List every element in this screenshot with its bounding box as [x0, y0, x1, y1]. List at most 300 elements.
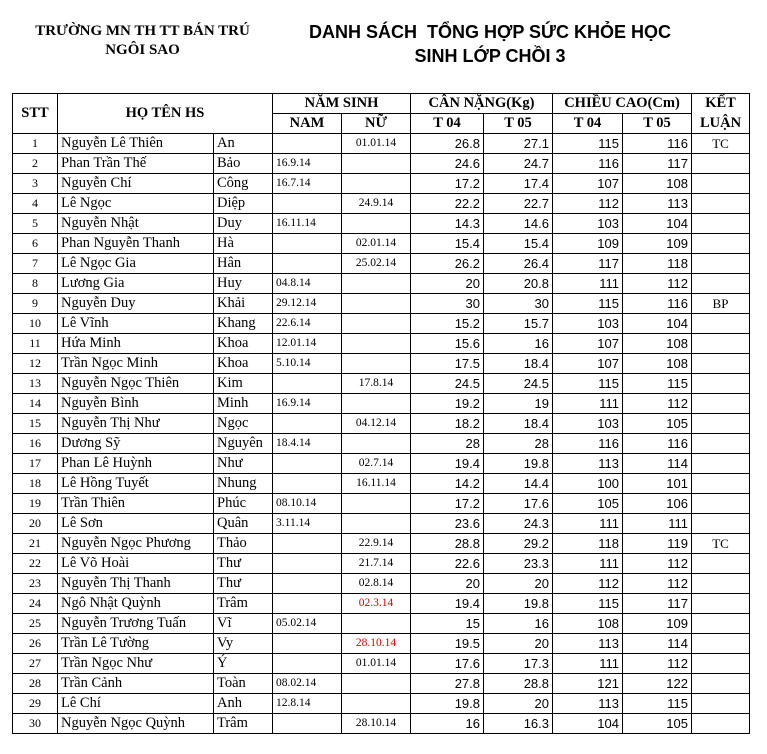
cell-last-name: Nguyễn Lê Thiên [58, 134, 214, 154]
cell-stt: 28 [13, 674, 58, 694]
cell-conclusion [692, 494, 750, 514]
cell-first-name: An [214, 134, 273, 154]
cell-birth-female [342, 214, 411, 234]
header-female: NỮ [342, 114, 411, 134]
table-row [13, 454, 750, 474]
header-birth-year: NĂM SINH [273, 94, 411, 114]
cell-birth-male: 16.9.14 [273, 154, 342, 174]
cell-first-name: Nguyên [214, 434, 273, 454]
cell-height-t04: 112 [553, 194, 623, 214]
cell-birth-male [273, 574, 342, 594]
cell-first-name: Phúc [214, 494, 273, 514]
cell-conclusion [692, 194, 750, 214]
cell-birth-female: 25.02.14 [342, 254, 411, 274]
cell-birth-female: 28.10.14 [342, 714, 411, 734]
cell-weight-t05: 16.3 [484, 714, 553, 734]
cell-weight-t04: 26.2 [411, 254, 484, 274]
cell-conclusion [692, 614, 750, 634]
cell-birth-male: 5.10.14 [273, 354, 342, 374]
cell-last-name: Nguyễn Chí [58, 174, 214, 194]
cell-weight-t04: 17.2 [411, 174, 484, 194]
table-row [13, 154, 750, 174]
cell-weight-t05: 22.7 [484, 194, 553, 214]
cell-birth-female [342, 334, 411, 354]
cell-weight-t04: 26.8 [411, 134, 484, 154]
cell-birth-male: 18.4.14 [273, 434, 342, 454]
cell-height-t05: 115 [623, 374, 692, 394]
cell-birth-female: 02.01.14 [342, 234, 411, 254]
cell-weight-t04: 14.2 [411, 474, 484, 494]
cell-weight-t05: 20 [484, 574, 553, 594]
cell-birth-male: 05.02.14 [273, 614, 342, 634]
cell-height-t05: 108 [623, 174, 692, 194]
cell-first-name: Khoa [214, 354, 273, 374]
school-name [20, 22, 265, 60]
cell-first-name: Ý [214, 654, 273, 674]
cell-weight-t05: 20 [484, 694, 553, 714]
cell-height-t05: 101 [623, 474, 692, 494]
cell-weight-t04: 30 [411, 294, 484, 314]
cell-conclusion: TC [692, 534, 750, 554]
cell-last-name: Lê Hồng Tuyết [58, 474, 214, 494]
cell-height-t05: 112 [623, 654, 692, 674]
table-row [13, 634, 750, 654]
cell-weight-t04: 17.5 [411, 354, 484, 374]
cell-stt: 4 [13, 194, 58, 214]
cell-weight-t04: 19.4 [411, 454, 484, 474]
cell-stt: 25 [13, 614, 58, 634]
cell-birth-female [342, 694, 411, 714]
cell-birth-female [342, 274, 411, 294]
table-row [13, 354, 750, 374]
cell-conclusion [692, 374, 750, 394]
cell-conclusion [692, 554, 750, 574]
cell-birth-female: 16.11.14 [342, 474, 411, 494]
table-row [13, 594, 750, 614]
cell-birth-male [273, 714, 342, 734]
table-row [13, 274, 750, 294]
cell-height-t05: 108 [623, 354, 692, 374]
cell-first-name: Bảo [214, 154, 273, 174]
cell-birth-female: 21.7.14 [342, 554, 411, 574]
cell-weight-t05: 20 [484, 634, 553, 654]
cell-height-t05: 113 [623, 194, 692, 214]
cell-first-name: Hà [214, 234, 273, 254]
cell-last-name: Lê Ngọc Gia [58, 254, 214, 274]
cell-conclusion [692, 254, 750, 274]
cell-conclusion [692, 434, 750, 454]
cell-first-name: Kim [214, 374, 273, 394]
table-row [13, 334, 750, 354]
school-name-line2: NGÔI SAO [105, 42, 180, 58]
cell-stt: 13 [13, 374, 58, 394]
cell-last-name: Nguyễn Nhật [58, 214, 214, 234]
table-row [13, 674, 750, 694]
cell-conclusion [692, 394, 750, 414]
table-row [13, 414, 750, 434]
cell-height-t04: 107 [553, 354, 623, 374]
cell-last-name: Trần Cảnh [58, 674, 214, 694]
cell-height-t05: 108 [623, 334, 692, 354]
cell-weight-t05: 19.8 [484, 454, 553, 474]
cell-last-name: Lê Chí [58, 694, 214, 714]
cell-weight-t05: 24.3 [484, 514, 553, 534]
table-row [13, 134, 750, 154]
cell-weight-t05: 16 [484, 614, 553, 634]
header-conclusion-2: LUẬN [692, 114, 750, 134]
cell-height-t04: 109 [553, 234, 623, 254]
cell-conclusion [692, 174, 750, 194]
cell-conclusion [692, 634, 750, 654]
cell-first-name: Khải [214, 294, 273, 314]
table-row [13, 714, 750, 734]
cell-weight-t05: 29.2 [484, 534, 553, 554]
cell-birth-male [273, 594, 342, 614]
cell-weight-t05: 28 [484, 434, 553, 454]
cell-weight-t05: 14.4 [484, 474, 553, 494]
cell-last-name: Lê Vĩnh [58, 314, 214, 334]
cell-birth-female [342, 614, 411, 634]
cell-weight-t04: 19.5 [411, 634, 484, 654]
cell-stt: 22 [13, 554, 58, 574]
cell-conclusion: TC [692, 134, 750, 154]
table-row [13, 314, 750, 334]
cell-stt: 10 [13, 314, 58, 334]
cell-first-name: Trâm [214, 594, 273, 614]
cell-birth-female [342, 514, 411, 534]
cell-height-t05: 115 [623, 694, 692, 714]
cell-height-t04: 111 [553, 394, 623, 414]
cell-weight-t04: 17.2 [411, 494, 484, 514]
cell-last-name: Nguyễn Bình [58, 394, 214, 414]
table-row [13, 554, 750, 574]
cell-weight-t04: 24.6 [411, 154, 484, 174]
cell-stt: 15 [13, 414, 58, 434]
cell-last-name: Nguyễn Trương Tuấn [58, 614, 214, 634]
cell-last-name: Nguyễn Ngọc Thiên [58, 374, 214, 394]
cell-height-t04: 113 [553, 454, 623, 474]
cell-weight-t04: 19.2 [411, 394, 484, 414]
cell-first-name: Toàn [214, 674, 273, 694]
cell-birth-female: 02.3.14 [342, 594, 411, 614]
header-male: NAM [273, 114, 342, 134]
cell-height-t04: 111 [553, 654, 623, 674]
cell-stt: 6 [13, 234, 58, 254]
cell-last-name: Nguyễn Thị Thanh [58, 574, 214, 594]
cell-stt: 14 [13, 394, 58, 414]
cell-height-t04: 116 [553, 434, 623, 454]
cell-height-t04: 121 [553, 674, 623, 694]
cell-birth-male [273, 194, 342, 214]
cell-conclusion [692, 574, 750, 594]
cell-weight-t05: 14.6 [484, 214, 553, 234]
header-height-t05: T 05 [623, 114, 692, 134]
cell-conclusion [692, 334, 750, 354]
cell-stt: 1 [13, 134, 58, 154]
table-row [13, 694, 750, 714]
cell-birth-male: 08.10.14 [273, 494, 342, 514]
cell-first-name: Như [214, 454, 273, 474]
cell-first-name: Thư [214, 574, 273, 594]
cell-birth-female: 01.01.14 [342, 134, 411, 154]
cell-height-t04: 111 [553, 274, 623, 294]
cell-last-name: Phan Nguyễn Thanh [58, 234, 214, 254]
table-row [13, 654, 750, 674]
cell-birth-female: 22.9.14 [342, 534, 411, 554]
cell-weight-t04: 19.4 [411, 594, 484, 614]
cell-first-name: Ngọc [214, 414, 273, 434]
document-title-line1: DANH SÁCH TỔNG HỢP SỨC KHỎE HỌC [309, 22, 671, 42]
cell-height-t05: 114 [623, 454, 692, 474]
cell-height-t04: 111 [553, 514, 623, 534]
cell-birth-male [273, 414, 342, 434]
cell-height-t04: 117 [553, 254, 623, 274]
cell-stt: 30 [13, 714, 58, 734]
cell-birth-male [273, 234, 342, 254]
table-row [13, 574, 750, 594]
cell-weight-t05: 19.8 [484, 594, 553, 614]
cell-birth-female: 04.12.14 [342, 414, 411, 434]
header-conclusion-1: KẾT [692, 94, 750, 114]
cell-height-t05: 105 [623, 714, 692, 734]
cell-conclusion [692, 414, 750, 434]
school-name-line1: TRƯỜNG MN TH TT BÁN TRÚ [35, 23, 250, 39]
cell-conclusion [692, 714, 750, 734]
cell-weight-t04: 27.8 [411, 674, 484, 694]
cell-first-name: Nhung [214, 474, 273, 494]
cell-stt: 3 [13, 174, 58, 194]
cell-birth-male [273, 534, 342, 554]
cell-height-t04: 103 [553, 214, 623, 234]
cell-height-t04: 107 [553, 174, 623, 194]
cell-weight-t05: 18.4 [484, 414, 553, 434]
cell-weight-t05: 15.4 [484, 234, 553, 254]
cell-birth-male [273, 134, 342, 154]
cell-height-t05: 112 [623, 574, 692, 594]
cell-height-t04: 115 [553, 374, 623, 394]
cell-weight-t05: 26.4 [484, 254, 553, 274]
cell-first-name: Vĩ [214, 614, 273, 634]
cell-weight-t04: 16 [411, 714, 484, 734]
cell-stt: 16 [13, 434, 58, 454]
cell-last-name: Lê Ngọc [58, 194, 214, 214]
cell-birth-male: 16.9.14 [273, 394, 342, 414]
health-table [12, 93, 750, 734]
cell-stt: 17 [13, 454, 58, 474]
cell-conclusion [692, 694, 750, 714]
cell-stt: 12 [13, 354, 58, 374]
cell-first-name: Vy [214, 634, 273, 654]
cell-last-name: Nguyễn Duy [58, 294, 214, 314]
cell-height-t04: 115 [553, 294, 623, 314]
cell-birth-female: 24.9.14 [342, 194, 411, 214]
cell-weight-t04: 18.2 [411, 414, 484, 434]
cell-conclusion [692, 594, 750, 614]
cell-birth-female [342, 394, 411, 414]
cell-stt: 19 [13, 494, 58, 514]
cell-height-t04: 113 [553, 694, 623, 714]
cell-height-t04: 100 [553, 474, 623, 494]
cell-last-name: Phan Trần Thế [58, 154, 214, 174]
cell-birth-male: 08.02.14 [273, 674, 342, 694]
cell-weight-t04: 28.8 [411, 534, 484, 554]
cell-height-t05: 109 [623, 614, 692, 634]
cell-birth-female: 02.8.14 [342, 574, 411, 594]
table-row [13, 374, 750, 394]
cell-birth-male [273, 374, 342, 394]
table-row [13, 294, 750, 314]
cell-weight-t04: 15.6 [411, 334, 484, 354]
table-row [13, 494, 750, 514]
cell-birth-female [342, 434, 411, 454]
cell-weight-t05: 28.8 [484, 674, 553, 694]
cell-last-name: Ngô Nhật Quỳnh [58, 594, 214, 614]
cell-stt: 29 [13, 694, 58, 714]
cell-stt: 23 [13, 574, 58, 594]
cell-birth-female [342, 354, 411, 374]
cell-conclusion [692, 654, 750, 674]
cell-birth-male: 3.11.14 [273, 514, 342, 534]
cell-weight-t04: 24.5 [411, 374, 484, 394]
cell-height-t04: 108 [553, 614, 623, 634]
cell-birth-male: 16.7.14 [273, 174, 342, 194]
cell-birth-male [273, 654, 342, 674]
cell-height-t05: 112 [623, 274, 692, 294]
table-row [13, 214, 750, 234]
table-body [13, 134, 750, 734]
cell-weight-t05: 20.8 [484, 274, 553, 294]
header-weight: CÂN NẶNG(Kg) [411, 94, 553, 114]
cell-conclusion [692, 354, 750, 374]
cell-stt: 27 [13, 654, 58, 674]
cell-height-t05: 106 [623, 494, 692, 514]
table-row [13, 434, 750, 454]
table-row [13, 234, 750, 254]
cell-height-t04: 116 [553, 154, 623, 174]
cell-height-t05: 116 [623, 434, 692, 454]
cell-height-t05: 117 [623, 154, 692, 174]
table-row [13, 194, 750, 214]
cell-last-name: Trần Ngọc Minh [58, 354, 214, 374]
cell-height-t04: 105 [553, 494, 623, 514]
cell-height-t04: 115 [553, 594, 623, 614]
header-stt: STT [13, 94, 58, 134]
table-row [13, 474, 750, 494]
table-row [13, 174, 750, 194]
cell-height-t05: 105 [623, 414, 692, 434]
cell-height-t05: 109 [623, 234, 692, 254]
cell-last-name: Hứa Minh [58, 334, 214, 354]
cell-weight-t04: 15.2 [411, 314, 484, 334]
cell-first-name: Anh [214, 694, 273, 714]
cell-birth-female [342, 674, 411, 694]
header-height-t04: T 04 [553, 114, 623, 134]
cell-birth-female [342, 174, 411, 194]
cell-last-name: Trần Thiên [58, 494, 214, 514]
cell-birth-male: 12.01.14 [273, 334, 342, 354]
cell-height-t05: 104 [623, 214, 692, 234]
cell-birth-female: 17.8.14 [342, 374, 411, 394]
cell-weight-t05: 24.7 [484, 154, 553, 174]
cell-height-t04: 118 [553, 534, 623, 554]
cell-weight-t05: 24.5 [484, 374, 553, 394]
cell-birth-male: 12.8.14 [273, 694, 342, 714]
cell-birth-male: 04.8.14 [273, 274, 342, 294]
cell-height-t05: 111 [623, 514, 692, 534]
cell-weight-t04: 23.6 [411, 514, 484, 534]
table-row [13, 514, 750, 534]
cell-stt: 9 [13, 294, 58, 314]
cell-height-t05: 118 [623, 254, 692, 274]
table-row [13, 254, 750, 274]
cell-weight-t04: 28 [411, 434, 484, 454]
cell-height-t05: 112 [623, 554, 692, 574]
cell-height-t05: 114 [623, 634, 692, 654]
table-row [13, 534, 750, 554]
cell-birth-female [342, 154, 411, 174]
cell-height-t04: 104 [553, 714, 623, 734]
cell-weight-t04: 19.8 [411, 694, 484, 714]
cell-height-t05: 119 [623, 534, 692, 554]
cell-stt: 8 [13, 274, 58, 294]
document-title [280, 20, 700, 68]
cell-stt: 2 [13, 154, 58, 174]
cell-conclusion [692, 154, 750, 174]
cell-height-t04: 112 [553, 574, 623, 594]
cell-first-name: Thảo [214, 534, 273, 554]
cell-weight-t04: 20 [411, 574, 484, 594]
cell-last-name: Lê Võ Hoài [58, 554, 214, 574]
cell-weight-t05: 17.3 [484, 654, 553, 674]
cell-conclusion [692, 454, 750, 474]
cell-conclusion [692, 274, 750, 294]
cell-last-name: Lê Sơn [58, 514, 214, 534]
cell-conclusion [692, 674, 750, 694]
cell-first-name: Khoa [214, 334, 273, 354]
cell-weight-t05: 18.4 [484, 354, 553, 374]
cell-stt: 20 [13, 514, 58, 534]
cell-first-name: Minh [214, 394, 273, 414]
table-row [13, 394, 750, 414]
cell-first-name: Thư [214, 554, 273, 574]
cell-height-t05: 122 [623, 674, 692, 694]
cell-stt: 7 [13, 254, 58, 274]
cell-weight-t05: 23.3 [484, 554, 553, 574]
cell-last-name: Nguyễn Ngọc Phương [58, 534, 214, 554]
cell-first-name: Quân [214, 514, 273, 534]
cell-weight-t04: 15 [411, 614, 484, 634]
cell-height-t05: 112 [623, 394, 692, 414]
cell-stt: 18 [13, 474, 58, 494]
cell-height-t04: 113 [553, 634, 623, 654]
cell-weight-t04: 15.4 [411, 234, 484, 254]
cell-conclusion [692, 234, 750, 254]
cell-first-name: Duy [214, 214, 273, 234]
cell-first-name: Khang [214, 314, 273, 334]
cell-birth-female [342, 494, 411, 514]
cell-height-t04: 103 [553, 414, 623, 434]
cell-birth-male: 22.6.14 [273, 314, 342, 334]
cell-height-t04: 103 [553, 314, 623, 334]
cell-first-name: Huy [214, 274, 273, 294]
cell-last-name: Nguyễn Ngọc Quỳnh [58, 714, 214, 734]
cell-first-name: Hân [214, 254, 273, 274]
cell-weight-t04: 20 [411, 274, 484, 294]
cell-birth-female [342, 294, 411, 314]
cell-height-t05: 116 [623, 134, 692, 154]
cell-last-name: Trần Lê Tường [58, 634, 214, 654]
cell-birth-male [273, 474, 342, 494]
